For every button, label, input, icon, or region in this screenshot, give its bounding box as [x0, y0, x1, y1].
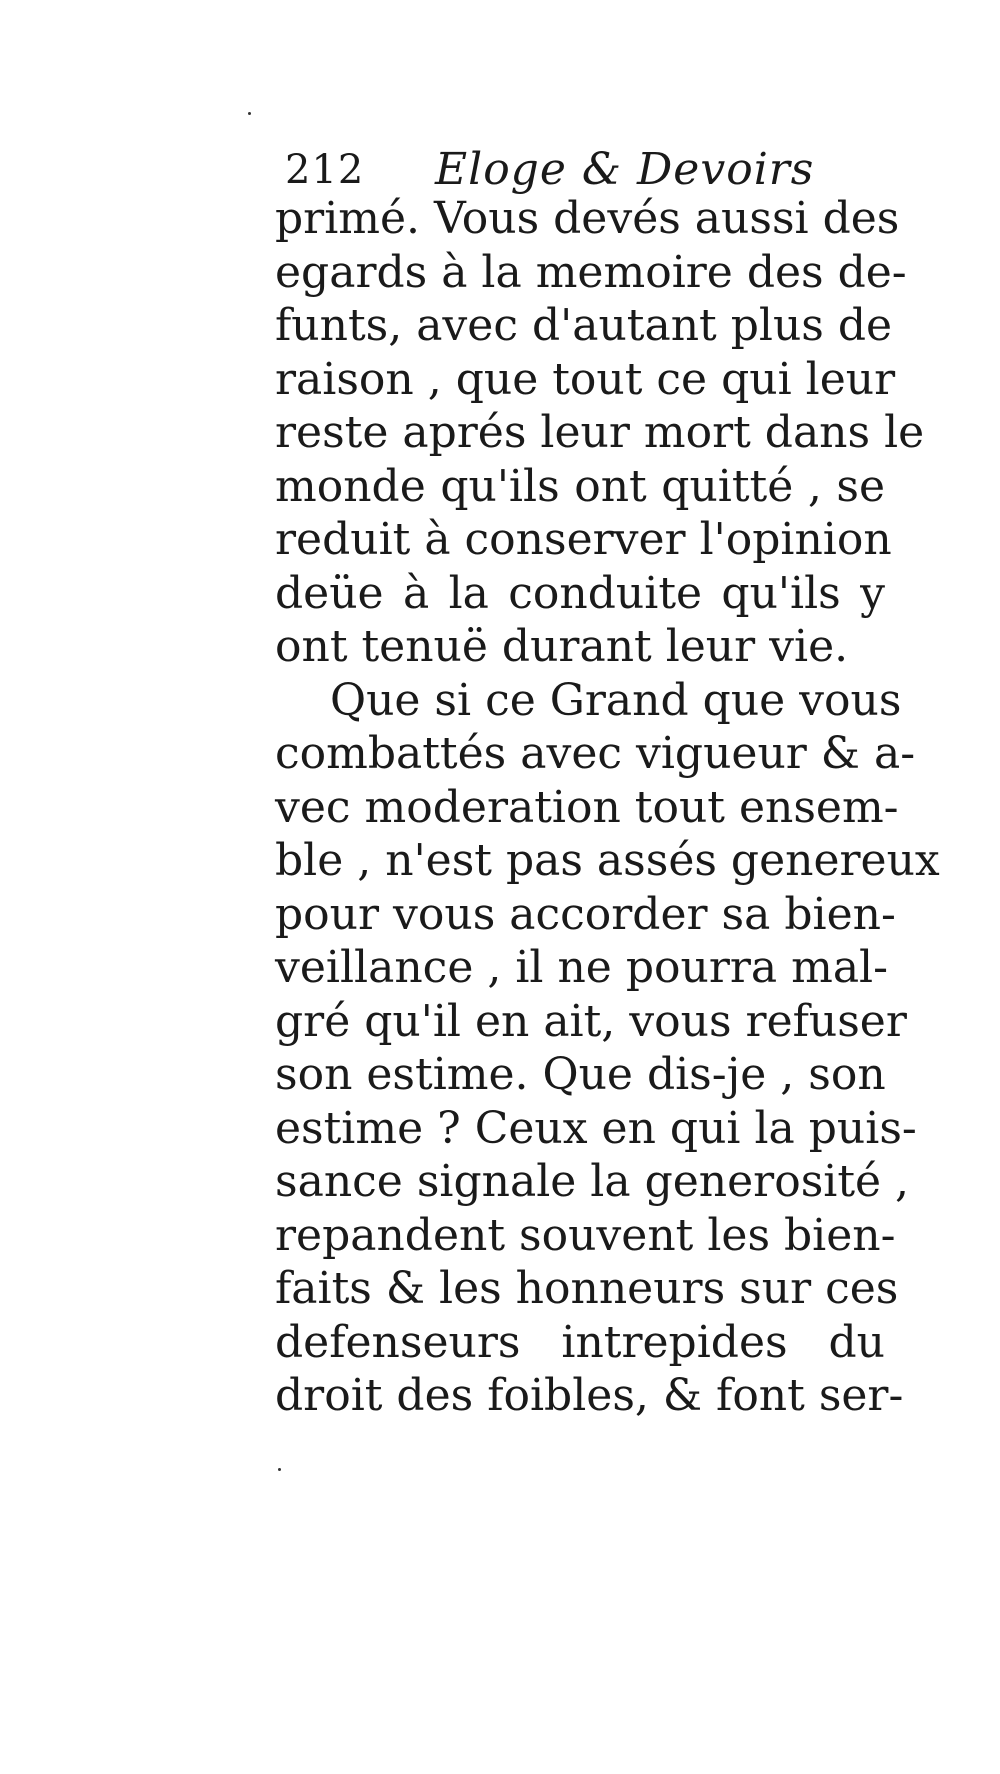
text-line: vec moderation tout ensem- — [275, 781, 899, 833]
text-line: son estime. Que dis-je , son — [275, 1049, 886, 1100]
text-line: droit des foibles, & font ser- — [275, 1370, 904, 1421]
text-line: egards à la memoire des de- — [275, 246, 907, 298]
text-line: estime ? Ceux en qui la puis- — [275, 1102, 917, 1154]
body-text — [275, 192, 940, 1423]
text-line: monde qu'ils ont quitté , se — [275, 460, 885, 512]
text-line: raison , que tout ce qui leur — [275, 353, 896, 405]
running-title: Eloge & Devoirs — [435, 144, 815, 195]
text-line: gré qu'il en ait, vous refuser — [275, 995, 907, 1047]
text-line: sance signale la generosité , — [275, 1156, 910, 1207]
text-line: faits & les honneurs sur ces — [275, 1263, 899, 1314]
text-line: pour vous accorder sa bien- — [275, 888, 896, 940]
text-line: funts, avec d'autant plus de — [275, 300, 893, 351]
paragraph-start-line: Que si ce Grand que vous — [330, 674, 902, 726]
text-line: reste aprés leur mort dans le — [275, 407, 925, 458]
ink-speck — [278, 1468, 281, 1471]
text-line: defenseurs intrepides du — [275, 1316, 885, 1368]
page-number: 212 — [285, 147, 365, 193]
paragraph-end-line: ont tenuë durant leur vie. — [275, 621, 849, 672]
text-line: ble , n'est pas assés genereux — [275, 835, 940, 886]
running-head — [285, 140, 885, 200]
text-line: reduit à conserver l'opinion — [275, 514, 892, 565]
ink-speck — [248, 112, 251, 115]
text-line: repandent souvent les bien- — [275, 1209, 896, 1261]
text-line: primé. Vous devés aussi des — [275, 193, 900, 244]
text-line: combattés avec vigueur & a- — [275, 728, 916, 779]
text-line: deüe à la conduite qu'ils y — [275, 567, 885, 619]
text-line: veillance , il ne pourra mal- — [275, 942, 888, 993]
